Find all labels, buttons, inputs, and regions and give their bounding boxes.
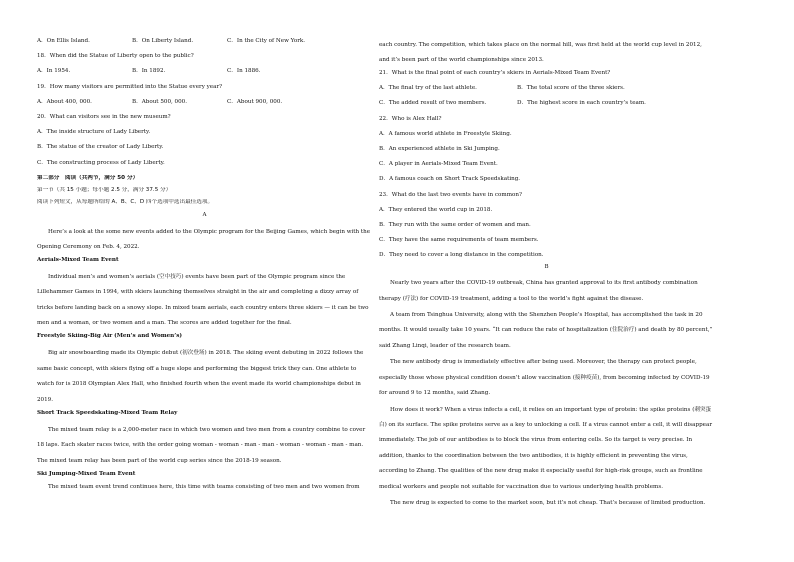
shorttrack-heading: Short Track Speedskating-Mixed Team Relay bbox=[37, 409, 178, 416]
q22-question: 22．Who is Alex Hall? bbox=[379, 115, 442, 122]
q22-option-a: A．A famous world athlete in Freestyle Skiing. bbox=[379, 130, 512, 137]
q18-option-c: C．In 1886. bbox=[227, 68, 261, 75]
bigair-text: Big air snowboarding made its Olympic debut (初次登场) in 2018. The skiing event debuting in 2022 follows the same basic concept, with skiers flying off a huge slope and performing the biggest trick they can. One athlete to watch for is 2018 Olympian Alex Hall, who finished fourth when the event made its world championships debut in 2019. bbox=[37, 350, 364, 403]
passage-b-label: B bbox=[544, 264, 549, 271]
passage-b-paragraph-1: Nearly two years after the COVID-19 outbreak, China has granted approval to its first antibody combination therapy (疗法) for COVID-19 treatment, adding a tool to the world’s fight against the disease. bbox=[379, 280, 698, 302]
q22-option-c: C．A player in Aerials-Mixed Team Event. bbox=[379, 161, 498, 168]
q21-option-c: C．The added result of two members. bbox=[379, 100, 487, 107]
part2-heading: 第二部分 阅读（共两节，满分 50 分） bbox=[37, 174, 139, 181]
aerials-text: Individual men’s and women’s aerials (空中技巧) events have been part of the Olympic program since the Lillehammer Games in 1994, with skiers launching themselves straight in the air and completing a dizzy array of tricks before landing back on a snowy slope. In mixed team aerials, each country enters three skiers — it can be two men and a woman, or two women and a man. The scores are added together for the final. bbox=[37, 273, 369, 326]
passage-b-paragraph-4: How does it work? When a virus infects a cell, it relies on an important type of protein: the spike proteins (刺突蛋白) on its surface. The spike proteins serve as a key to unlocking a cell. If a virus cannot enter a cell, it will disappear immediately. The job of our antibodies is to block the virus from entering cells. So its target is very precise. In addition, thanks to the coordination between the two antibodies, it is highly efficient in preventing the virus, according to Zhang. The qualities of the new drug make it especially useful for high-risk groups, such as frontline medical workers and people not suitable for vaccination due to various underlying health problems. bbox=[379, 406, 712, 490]
q20-question: 20．What can visitors see in the new museum? bbox=[37, 113, 171, 120]
q19-option-a: A．About 400, 000. bbox=[37, 98, 92, 105]
q17-option-a: A．On Ellis Island. bbox=[37, 38, 90, 44]
passage-a-label: A bbox=[202, 211, 207, 218]
q19-option-b: B．About 500, 000. bbox=[132, 98, 188, 105]
q20-option-a: A．The inside structure of Lady Liberty. bbox=[37, 129, 151, 136]
shorttrack-text: The mixed team relay is a 2,000-meter race in which two women and two men from a country combine to cover 18 laps. Each skater races twice, with the order going woman - woman - man - man - woman - woman - man - man. The mixed team relay has been part of the world cup series since the 2018-19 season. bbox=[37, 426, 366, 464]
q23-question: 23．What do the last two events have in common? bbox=[379, 191, 523, 198]
q18-option-a: A．In 1954. bbox=[37, 68, 71, 75]
aerials-heading: Aerials-Mixed Team Event bbox=[37, 256, 119, 263]
q23-option-c: C．They have the same requirements of team members. bbox=[379, 237, 539, 244]
q21-options-ab bbox=[379, 85, 714, 92]
skijump-text-start: The mixed team event trend continues here, this time with teams consisting of two men and two women from bbox=[48, 484, 360, 491]
passage-b-paragraph-3: The new antibody drug is immediately effective after being used. Moreover, the therapy can protect people, especially those whose physical condition doesn’t allow vaccination (接种疫苗), from becoming infected by COVID-19 for around 9 to 12 months, said Zhang. bbox=[379, 359, 710, 397]
q22-option-b: B．An experienced athlete in Ski Jumping. bbox=[379, 145, 500, 152]
reading-instruction: 阅读下列短文，从每题所给的 A、B、C、D 四个选项中选出最佳选项。 bbox=[37, 198, 214, 205]
q23-option-b: B．They run with the same order of women and man. bbox=[379, 221, 531, 228]
q17-option-b: B．On Liberty Island. bbox=[132, 38, 194, 44]
q21-options-cd bbox=[379, 100, 714, 107]
q23-option-a: A．They entered the world cup in 2018. bbox=[379, 206, 493, 213]
bigair-heading: Freestyle Skiing-Big Air (Men’s and Women’s) bbox=[37, 333, 182, 340]
q18-option-b: B．In 1892. bbox=[132, 68, 166, 75]
q18-question: 18．When did the Statue of Liberty open to the public? bbox=[37, 53, 194, 60]
q20-option-b: B．The statue of the creator of Lady Liberty. bbox=[37, 144, 164, 151]
q21-option-a: A．The final try of the last athlete. bbox=[379, 85, 477, 92]
q21-option-d: D．The highest score in each country’s team. bbox=[517, 100, 646, 107]
q18-options bbox=[37, 68, 372, 75]
q21-option-b: B．The total score of the three skiers. bbox=[517, 85, 625, 92]
q21-question: 21．What is the final point of each country’s skiers in Aerials-Mixed Team Event? bbox=[379, 70, 611, 76]
q19-option-c: C．About 900, 000. bbox=[227, 98, 283, 105]
q22-option-d: D．A famous coach on Short Track Speedskating. bbox=[379, 176, 521, 183]
q23-option-d: D．They need to cover a long distance in the competition. bbox=[379, 252, 544, 259]
passage-b-paragraph-2: A team from Tsinghua University, along with the Shenzhen People’s Hospital, has accomplished the task in 20 months. It would usually take 10 years. “It can reduce the rate of hospitalization (住院治疗) and death by 80 percent,” said Zhang Linqi, leader of the research team. bbox=[379, 312, 713, 349]
q17-option-c: C．In the City of New York. bbox=[227, 38, 306, 44]
passage-a-intro: Here’s a look at the some new events added to the Olympic program for the Beijing Games, which begin with the Opening Ceremony on Feb. 4, 2022. bbox=[37, 228, 371, 250]
q19-question: 19．How many visitors are permitted into the Statue every year? bbox=[37, 83, 223, 90]
left-column bbox=[37, 38, 372, 491]
skijump-heading: Ski Jumping-Mixed Team Event bbox=[37, 471, 136, 478]
skijump-text-continued: each country. The competition, which takes place on the normal hill, was first held at the world cup level in 2012, and it’s been part of the world championships since 2013. bbox=[379, 42, 702, 63]
right-column bbox=[379, 38, 714, 511]
section1-heading: 第一节（共 15 小题；每小题 2.5 分，满分 37.5 分） bbox=[37, 186, 172, 193]
passage-b-paragraph-5: The new drug is expected to come to the market soon, but it’s not cheap. That’s because of limited production. bbox=[390, 499, 706, 506]
q19-options bbox=[37, 99, 372, 106]
q20-option-c: C．The constructing process of Lady Liberty. bbox=[37, 159, 165, 166]
q17-options bbox=[37, 38, 372, 45]
